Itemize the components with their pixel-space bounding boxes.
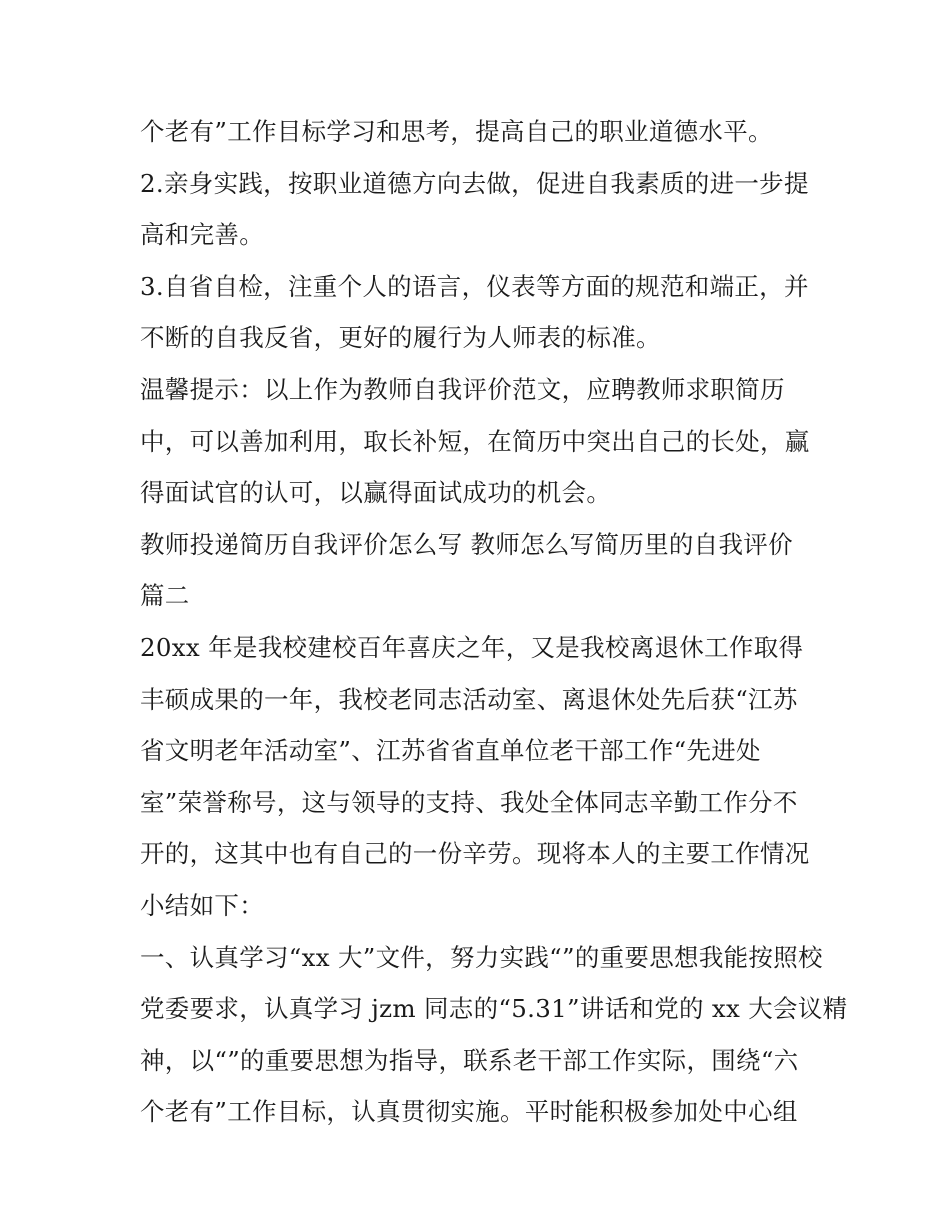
text-line: 高和完善。 xyxy=(140,220,264,250)
text-line: 开的，这其中也有自己的一份辛劳。现将本人的主要工作情况 xyxy=(140,839,810,869)
text-line: 中，可以善加利用，取长补短，在简历中突出自己的长处，赢 xyxy=(140,426,810,456)
text-line: 3.自省自检，注重个人的语言，仪表等方面的规范和端正，并 xyxy=(140,271,809,301)
text-line: 丰硕成果的一年，我校老同志活动室、离退休处先后获“江苏 xyxy=(140,684,798,714)
text-line: 省文明老年活动室”、江苏省省直单位老干部工作“先进处 xyxy=(140,736,761,766)
text-line: 得面试官的认可，以赢得面试成功的机会。 xyxy=(140,478,612,508)
text-line: 一、认真学习“xx 大”文件，努力实践“”的重要思想我能按照校 xyxy=(140,942,823,972)
text-line: 温馨提示：以上作为教师自我评价范文，应聘教师求职简历 xyxy=(140,374,785,404)
text-line: 小结如下： xyxy=(140,890,264,920)
section-heading-line: 篇二 xyxy=(140,581,190,611)
section-heading-line: 教师投递简历自我评价怎么写 教师怎么写简历里的自我评价 xyxy=(140,529,793,559)
text-line: 个老有”工作目标，认真贯彻实施。平时能积极参加处中心组 xyxy=(140,1097,798,1127)
text-line: 室”荣誉称号，这与领导的支持、我处全体同志辛勤工作分不 xyxy=(140,787,798,817)
text-line: 20xx 年是我校建校百年喜庆之年，又是我校离退休工作取得 xyxy=(140,632,804,662)
body-text xyxy=(140,106,848,1138)
text-line: 不断的自我反省，更好的履行为人师表的标准。 xyxy=(140,323,661,353)
text-line: 个老有”工作目标学习和思考，提高自己的职业道德水平。 xyxy=(140,117,773,146)
text-line: 党委要求，认真学习 jzm 同志的“5.31”讲话和党的 xx 大会议精 xyxy=(140,994,848,1024)
text-line: 2.亲身实践，按职业道德方向去做，促进自我素质的进一步提 xyxy=(140,168,809,198)
text-line: 神，以“”的重要思想为指导，联系老干部工作实际，围绕“六 xyxy=(140,1045,799,1075)
